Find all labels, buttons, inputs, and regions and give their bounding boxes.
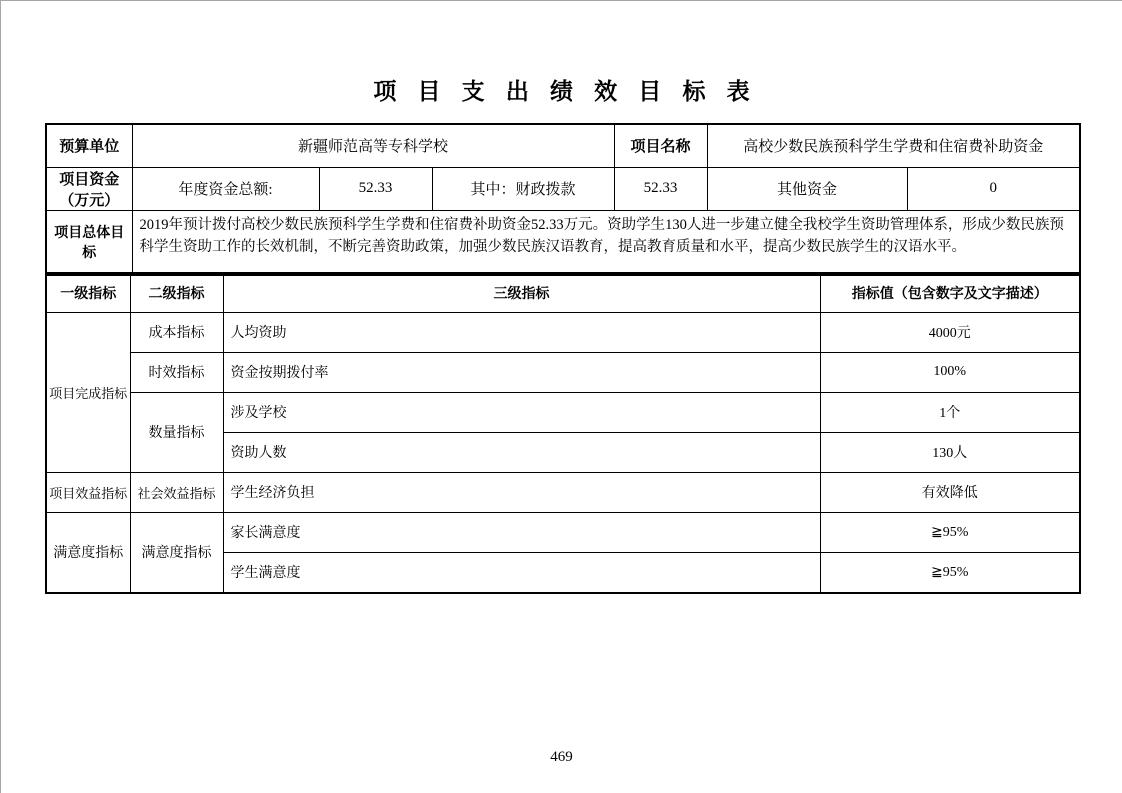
budget-unit-label: 预算单位 [46, 124, 132, 167]
level2-cost: 成本指标 [130, 312, 223, 352]
level1-completion: 项目完成指标 [46, 312, 130, 472]
indicator-value: 100% [820, 352, 1080, 392]
indicator-name: 学生满意度 [223, 552, 820, 593]
indicator-name: 涉及学校 [223, 392, 820, 432]
project-funds-label: 项目资金（万元） [46, 167, 132, 210]
indicator-name: 学生经济负担 [223, 472, 820, 512]
indicator-name: 资助人数 [223, 432, 820, 472]
indicator-name: 家长满意度 [223, 512, 820, 552]
other-funds-label: 其他资金 [707, 167, 907, 210]
project-name-value: 高校少数民族预科学生学费和住宿费补助资金 [707, 124, 1080, 167]
indicator-name: 资金按期拨付率 [223, 352, 820, 392]
indicator-row-timeliness [46, 352, 1080, 392]
project-name-label: 项目名称 [614, 124, 707, 167]
fiscal-allocation-value: 52.33 [614, 167, 707, 210]
indicators-header-row [46, 273, 1080, 312]
header-level1: 一级指标 [46, 273, 130, 312]
header-value: 指标值（包含数字及文字描述） [820, 273, 1080, 312]
header-level3: 三级指标 [223, 273, 820, 312]
budget-unit-row [46, 124, 1080, 167]
indicator-row-schools [46, 392, 1080, 432]
level2-social-benefit: 社会效益指标 [130, 472, 223, 512]
fiscal-allocation-label: 其中：财政拨款 [432, 167, 614, 210]
budget-unit-value: 新疆师范高等专科学校 [132, 124, 614, 167]
project-funds-row [46, 167, 1080, 210]
indicator-value: ≧95% [820, 552, 1080, 593]
level2-timeliness: 时效指标 [130, 352, 223, 392]
indicator-value: 有效降低 [820, 472, 1080, 512]
level2-satisfaction: 满意度指标 [130, 512, 223, 593]
page-number: 469 [550, 749, 573, 765]
header-level2: 二级指标 [130, 273, 223, 312]
indicator-name: 人均资助 [223, 312, 820, 352]
other-funds-value: 0 [907, 167, 1080, 210]
project-info-table [45, 123, 1081, 276]
indicator-row-parent-satisfaction [46, 512, 1080, 552]
overall-goal-row [46, 210, 1080, 275]
level1-benefit: 项目效益指标 [46, 472, 130, 512]
indicators-table [45, 272, 1081, 594]
level1-satisfaction: 满意度指标 [46, 512, 130, 593]
indicator-row-burden [46, 472, 1080, 512]
annual-total-label: 年度资金总额: [132, 167, 319, 210]
level2-quantity: 数量指标 [130, 392, 223, 472]
indicator-value: ≧95% [820, 512, 1080, 552]
overall-goal-label: 项目总体目标 [46, 210, 132, 275]
overall-goal-text: 2019年预计拨付高校少数民族预科学生学费和住宿费补助资金52.33万元。资助学生130人进一步建立健全我校学生资助管理体系，形成少数民族预科学生资助工作的长效机制，不断完善资助政策，加强少数民族汉语教育，提高教育质量和水平，提高少数民族学生的汉语水平。 [132, 210, 1080, 275]
indicator-row-cost [46, 312, 1080, 352]
indicator-value: 130人 [820, 432, 1080, 472]
annual-total-value: 52.33 [319, 167, 432, 210]
indicator-value: 4000元 [820, 312, 1080, 352]
indicator-value: 1个 [820, 392, 1080, 432]
page-title: 项目支出绩效目标表 [373, 79, 771, 104]
